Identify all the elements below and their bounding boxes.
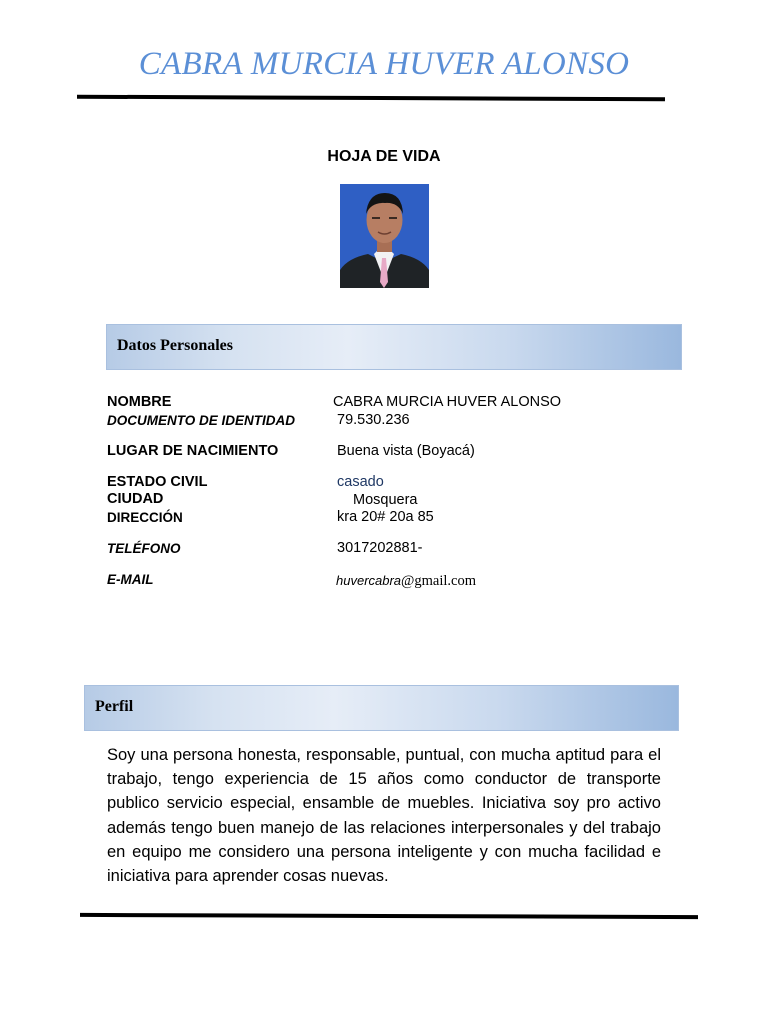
email-user: huvercabra	[336, 573, 402, 588]
civil-status-value: casado	[337, 474, 384, 490]
profile-photo	[340, 184, 429, 288]
city-value: Mosquera	[353, 492, 418, 508]
birthplace-label: LUGAR DE NACIMIENTO	[107, 443, 279, 459]
bottom-divider	[80, 913, 698, 919]
phone-label: TELÉFONO	[107, 541, 181, 556]
portrait-image	[340, 184, 429, 288]
address-label: DIRECCIÓN	[107, 510, 183, 525]
document-title: HOJA DE VIDA	[327, 148, 441, 165]
personal-data-section-header	[106, 324, 682, 370]
profile-section-title: Perfil	[95, 698, 134, 715]
top-divider	[77, 95, 665, 102]
civil-status-label: ESTADO CIVIL	[107, 474, 208, 490]
phone-value: 3017202881-	[337, 540, 423, 556]
birthplace-value: Buena vista (Boyacá)	[337, 443, 475, 459]
email-domain: @gmail.com	[401, 573, 477, 589]
name-label: NOMBRE	[107, 394, 172, 410]
profile-section-header	[84, 685, 679, 731]
name-value: CABRA MURCIA HUVER ALONSO	[333, 394, 562, 410]
candidate-name-title: CABRA MURCIA HUVER ALONSO	[138, 46, 630, 82]
email-value	[336, 572, 476, 590]
address-value: kra 20# 20a 85	[337, 509, 434, 525]
personal-data-section-title: Datos Personales	[117, 337, 233, 354]
id-document-label: DOCUMENTO DE IDENTIDAD	[107, 413, 296, 428]
city-label: CIUDAD	[107, 491, 164, 507]
profile-text: Soy una persona honesta, responsable, puntual, con mucha aptitud para el trabajo, tengo experiencia de 15 años como conductor de transporte publico servicio especial, ensamble de muebles. Iniciativa soy pro activo además tengo buen manejo de las relaciones interpersonales y del trabajo en equipo me considero una persona inteligente y con mucha facilidad e iniciativa para aprender cosas nuevas.	[107, 746, 661, 886]
email-label: E-MAIL	[107, 572, 154, 587]
id-document-value: 79.530.236	[337, 412, 410, 428]
